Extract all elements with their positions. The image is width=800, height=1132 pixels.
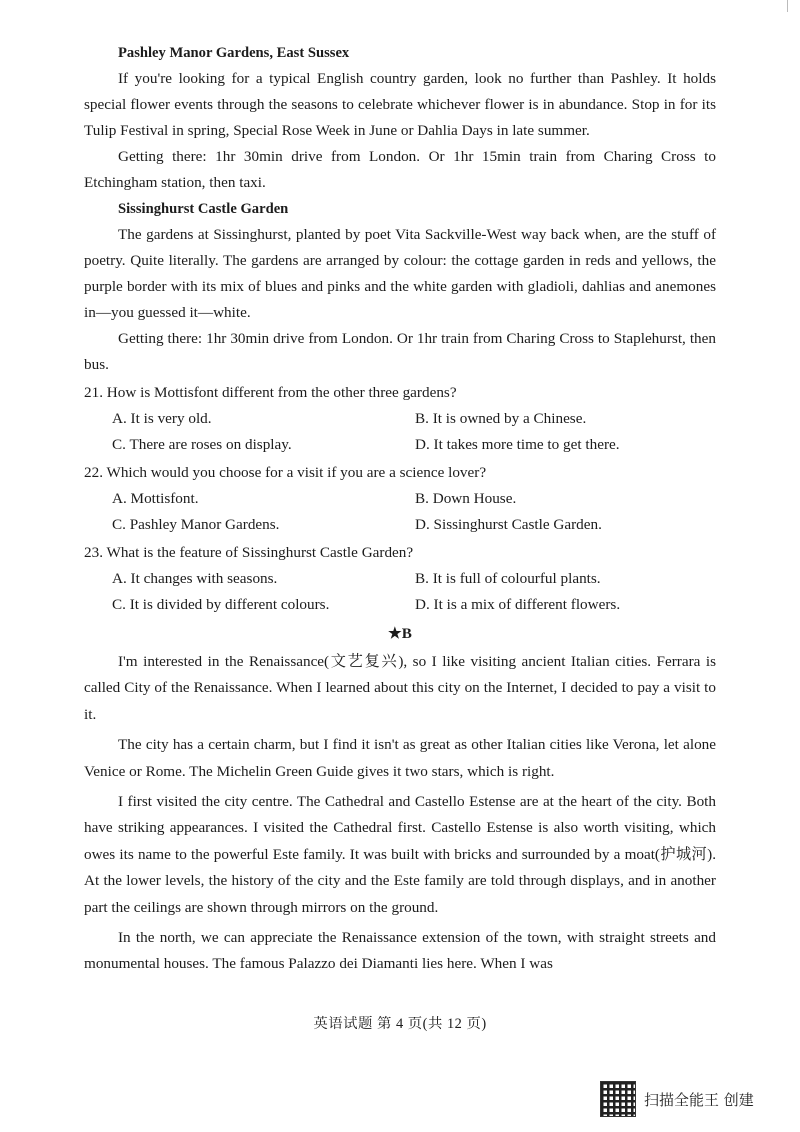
option-a: A. It is very old. [112, 410, 212, 427]
question-text: 23. What is the feature of Sissinghurst Castle Garden? [84, 544, 414, 561]
section-b-paragraph-3: I first visited the city centre. The Cathedral and Castello Estense are at the heart of the city. Both have striking appearances. I visited the Cathedral first. Castello Estense is also worth visiting, which owes its name to the powerful Este family. It was built with bricks and surrounded by a moat(护城河). At the lower levels, the history of the city and the Este family are told through displays, and in another part the ceilings are shown through mirrors on the ground. [84, 793, 716, 916]
option-c: C. There are roses on display. [112, 436, 292, 453]
section-b-paragraph-1: I'm interested in the Renaissance(文艺复兴), so I like visiting ancient Italian cities. Ferrara is called City of the Renaissance. When I learned about this city on the Internet, I decided to pay a visit to it. [84, 653, 716, 723]
option-d: D. Sissinghurst Castle Garden. [415, 516, 602, 533]
corner-mark [787, 0, 798, 12]
scanner-badge-label: 扫描全能王 创建 [644, 1090, 754, 1109]
option-a: A. It changes with seasons. [112, 570, 278, 587]
section-b-paragraph-4: In the north, we can appreciate the Renaissance extension of the town, with straight streets and monumental houses. The famous Palazzo dei Diamanti lies here. When I was [84, 929, 716, 973]
page-footer: 英语试题 第 4 页(共 12 页) [313, 1016, 487, 1032]
options-grid [112, 406, 716, 458]
qr-code-icon [600, 1081, 636, 1117]
options-grid [112, 486, 716, 538]
pashley-getting-there: Getting there: 1hr 30min drive from London. Or 1hr 15min train from Charing Cross to Etchingham station, then taxi. [84, 148, 716, 191]
question-text: 22. Which would you choose for a visit if you are a science lover? [84, 464, 487, 481]
option-b: B. Down House. [415, 490, 517, 507]
question-21 [84, 380, 716, 458]
option-c: C. It is divided by different colours. [112, 596, 330, 613]
sissinghurst-body: The gardens at Sissinghurst, planted by poet Vita Sackville-West way back when, are the stuff of poetry. Quite literally. The gardens are arranged by colour: the cottage garden in reds and yellows, the purple border with its mix of blues and pinks and the white garden with gladioli, dahlias and anemones in—you guessed it—white. [84, 226, 716, 321]
section-b-paragraph-2: The city has a certain charm, but I find it isn't as great as other Italian cities like Verona, let alone Venice or Rome. The Michelin Green Guide gives it two stars, which is right. [84, 736, 716, 780]
pashley-heading: Pashley Manor Gardens, East Sussex [118, 45, 350, 61]
sissinghurst-heading: Sissinghurst Castle Garden [118, 201, 289, 217]
option-c: C. Pashley Manor Gardens. [112, 516, 280, 533]
section-b-title: ★B [388, 625, 412, 642]
question-text: 21. How is Mottisfont different from the other three gardens? [84, 384, 457, 401]
option-b: B. It is owned by a Chinese. [415, 410, 587, 427]
question-23 [84, 540, 716, 618]
options-grid [112, 566, 716, 618]
option-a: A. Mottisfont. [112, 490, 199, 507]
document-page [84, 40, 716, 982]
option-d: D. It takes more time to get there. [415, 436, 620, 453]
sissinghurst-getting-there: Getting there: 1hr 30min drive from London. Or 1hr train from Charing Cross to Staplehurst, then bus. [84, 330, 716, 373]
section-b-body [84, 649, 716, 978]
question-22 [84, 460, 716, 538]
pashley-body: If you're looking for a typical English country garden, look no further than Pashley. It holds special flower events through the seasons to celebrate whichever flower is in abundance. Stop in for its Tulip Festival in spring, Special Rose Week in June or Dahlia Days in late summer. [84, 70, 716, 139]
option-d: D. It is a mix of different flowers. [415, 596, 621, 613]
scanner-badge [600, 1081, 754, 1117]
option-b: B. It is full of colourful plants. [415, 570, 601, 587]
